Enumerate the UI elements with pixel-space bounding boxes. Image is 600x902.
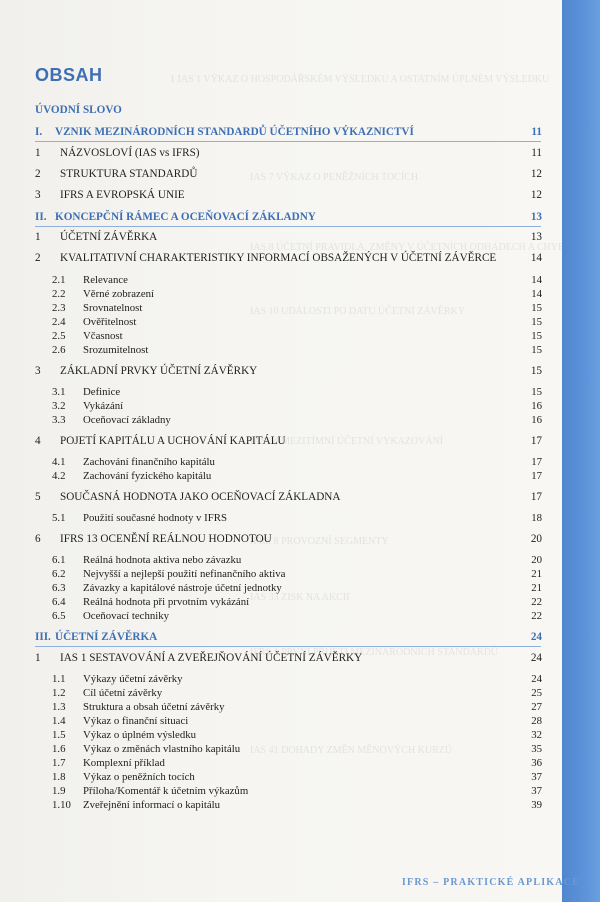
toc-entry-number: 3 [35, 189, 41, 201]
toc-entry-title: Srovnatelnost [83, 302, 143, 314]
toc-entry-number: III. [35, 631, 51, 643]
toc-entry-number: 3.1 [52, 386, 66, 398]
toc-entry-title: Reálná hodnota aktiva nebo závazku [83, 554, 242, 566]
toc-entry-title: Zveřejnění informací o kapitálu [83, 799, 221, 811]
toc-entry-title: IFRS 13 OCENĚNÍ REÁLNOU HODNOTOU [60, 533, 272, 545]
toc-entry-page: 22 [531, 610, 542, 622]
toc-entry-number: 2.2 [52, 288, 66, 300]
toc-entry-number: 3.3 [52, 414, 66, 426]
toc-entry-title: Vykázání [83, 400, 124, 412]
toc-entry-page: 27 [531, 701, 542, 713]
toc-entry-page: 37 [531, 785, 542, 797]
toc-entry-title: Výkazy účetní závěrky [83, 673, 183, 685]
toc-entry-title: Reálná hodnota při prvotním vykázání [83, 596, 250, 608]
toc-entry-page: 14 [531, 288, 542, 300]
toc-entry-page: 35 [531, 743, 542, 755]
toc-entry-page: 21 [531, 582, 542, 594]
toc-entry-number: 6.3 [52, 582, 66, 594]
toc-entry-number: 4 [35, 435, 41, 447]
toc-entry-title: Zachování fyzického kapitálu [83, 470, 212, 482]
toc-entry-number: 2.6 [52, 344, 66, 356]
toc-entry-title: Výkaz o peněžních tocích [83, 771, 195, 783]
toc-entry-title: ÚČETNÍ ZÁVĚRKA [60, 231, 158, 243]
toc-entry-title: KVALITATIVNÍ CHARAKTERISTIKY INFORMACÍ OBSAŽENÝCH V ÚČETNÍ ZÁVĚRCE [60, 252, 497, 264]
toc-entry [0, 531, 562, 547]
toc-entry-number: 6.5 [52, 610, 66, 622]
toc-entry-page: 12 [530, 168, 542, 180]
toc-entry-page: 28 [531, 715, 542, 727]
toc-entry-title: Definice [83, 386, 121, 398]
toc-entry-title: VZNIK MEZINÁRODNÍCH STANDARDŮ ÚČETNÍHO VÝKAZNICTVÍ [55, 126, 414, 138]
toc-entry [0, 187, 562, 203]
toc-entry-page: 24 [530, 631, 542, 643]
toc-entry-title: ÚČETNÍ ZÁVĚRKA [55, 631, 158, 643]
section-rule [35, 646, 541, 647]
toc-entry-title: ÚVODNÍ SLOVO [35, 104, 122, 116]
page-title: OBSAH [35, 65, 103, 85]
toc-entry [0, 102, 562, 118]
toc-entry-page: 16 [531, 414, 542, 426]
toc-entry-title: ZÁKLADNÍ PRVKY ÚČETNÍ ZÁVĚRKY [60, 365, 258, 377]
toc-entry-title: Srozumitelnost [83, 344, 149, 356]
toc-entry [0, 229, 562, 245]
toc-entry-number: II. [35, 211, 47, 223]
toc-entry-number: 2.5 [52, 330, 66, 342]
toc-entry-title: SOUČASNÁ HODNOTA JAKO OCEŇOVACÍ ZÁKLADNA [60, 491, 341, 503]
toc-entry-page: 15 [531, 386, 542, 398]
toc-entry-number: 1.2 [52, 687, 66, 699]
toc-entry-page: 12 [530, 189, 542, 201]
toc-entry [0, 209, 562, 225]
toc-entry-page: 39 [531, 799, 542, 811]
section-rule [35, 226, 541, 227]
toc-entry-title: Struktura a obsah účetní závěrky [83, 701, 225, 713]
toc-entry-page: 13 [530, 211, 542, 223]
toc-entry-title: Ověřitelnost [83, 316, 137, 328]
toc-entry-number: 1.3 [52, 701, 66, 713]
toc-entry-page: 17 [530, 491, 542, 503]
toc-entry-number: I. [35, 126, 43, 138]
toc-entry-page: 17 [531, 456, 542, 468]
toc-entry-page: 17 [530, 435, 542, 447]
toc-entry [0, 510, 562, 526]
toc-entry-page: 11 [531, 126, 542, 138]
toc-entry-number: 5.1 [52, 512, 66, 524]
toc-entry-number: 1 [35, 147, 41, 159]
toc-entry-title: IAS 1 SESTAVOVÁNÍ A ZVEŘEJŇOVÁNÍ ÚČETNÍ ZÁVĚRKY [60, 652, 363, 664]
toc-entry-title: Věrné zobrazení [83, 288, 155, 300]
toc-entry-title: Relevance [83, 274, 128, 286]
toc-entry [0, 650, 562, 666]
toc-entry-number: 2.1 [52, 274, 66, 286]
toc-entry [0, 412, 562, 428]
toc-entry [0, 433, 562, 449]
toc-entry-page: 15 [530, 365, 542, 377]
toc-entry-page: 14 [530, 252, 542, 264]
toc-entry [0, 629, 562, 645]
toc-entry [0, 489, 562, 505]
toc-entry-title: Nejvyšší a nejlepší použití nefinančního aktiva [83, 568, 286, 580]
toc-entry-title: Výkaz o finanční situaci [83, 715, 189, 727]
toc-entry-page: 20 [530, 533, 542, 545]
blue-edge-stripe [562, 0, 600, 902]
toc-entry-page: 15 [531, 302, 542, 314]
toc-entry-number: 2 [35, 168, 41, 180]
toc-entry [0, 145, 562, 161]
running-footer: IFRS – PRAKTICKÉ APLIKACE [401, 877, 580, 888]
toc-entry-number: 3 [35, 365, 41, 377]
toc-entry-page: 32 [531, 729, 542, 741]
toc-entry-title: Oceňovací základny [83, 414, 171, 426]
toc-entry-number: 2 [35, 252, 41, 264]
toc-entry-page: 18 [531, 512, 542, 524]
toc-entry-page: 15 [531, 316, 542, 328]
section-rule [35, 141, 541, 142]
toc-entry-number: 1.5 [52, 729, 66, 741]
toc-entry [0, 250, 562, 266]
toc-entry-number: 5 [35, 491, 41, 503]
toc-entry-number: 1 [35, 652, 41, 664]
toc-entry-title: Použití současné hodnoty v IFRS [83, 512, 227, 524]
toc-entry-page: 21 [531, 568, 542, 580]
toc-entry-page: 13 [530, 231, 542, 243]
toc-entry [0, 468, 562, 484]
toc-entry-page: 15 [531, 344, 542, 356]
toc-entry-number: 2.3 [52, 302, 66, 314]
toc-entry-number: 3.2 [52, 400, 66, 412]
toc-entry-number: 1.1 [52, 673, 66, 685]
toc-entry-title: Příloha/Komentář k účetním výkazům [83, 785, 249, 797]
toc-entry-page: 22 [531, 596, 542, 608]
toc-entry-number: 6 [35, 533, 41, 545]
toc-entry [0, 363, 562, 379]
toc-entry [0, 166, 562, 182]
toc-entry-page: 16 [531, 400, 542, 412]
toc-entry-title: Výkaz o změnách vlastního kapitálu [83, 743, 241, 755]
toc-entry [0, 342, 562, 358]
toc-entry-number: 1.9 [52, 785, 66, 797]
toc-entry-title: Závazky a kapitálové nástroje účetní jednotky [83, 582, 282, 594]
toc-entry-number: 4.1 [52, 456, 66, 468]
toc-entry-title: POJETÍ KAPITÁLU A UCHOVÁNÍ KAPITÁLU [60, 435, 286, 447]
toc-entry-page: 15 [531, 330, 542, 342]
toc-entry-title: Včasnost [83, 330, 123, 342]
toc-entry-number: 6.4 [52, 596, 66, 608]
toc-entry-title: KONCEPČNÍ RÁMEC A OCEŇOVACÍ ZÁKLADNY [55, 211, 316, 223]
toc-entry-number: 1.7 [52, 757, 66, 769]
toc-entry-page: 20 [531, 554, 542, 566]
toc-entry-title: Výkaz o úplném výsledku [83, 729, 197, 741]
toc-entry-number: 6.1 [52, 554, 66, 566]
toc-entry-title: STRUKTURA STANDARDŮ [60, 168, 198, 180]
toc-entry-number: 4.2 [52, 470, 66, 482]
toc-entry-page: 25 [531, 687, 542, 699]
toc-entry [0, 124, 562, 140]
toc-entry-number: 1 [35, 231, 41, 243]
toc-entry-page: 24 [531, 673, 542, 685]
toc-entry-number: 6.2 [52, 568, 66, 580]
toc-entry-page: 11 [531, 147, 542, 159]
toc-entry-title: Zachování finančního kapitálu [83, 456, 215, 468]
toc-entry-title: Komplexní příklad [83, 757, 165, 769]
toc-entry-number: 1.10 [52, 799, 71, 811]
toc-entry-title: Oceňovací techniky [83, 610, 170, 622]
toc-entry-page: 24 [530, 652, 542, 664]
toc-entry-title: NÁZVOSLOVÍ (IAS vs IFRS) [60, 147, 200, 159]
toc-entry-page: 14 [531, 274, 542, 286]
toc-entry-page: 37 [531, 771, 542, 783]
toc-entry-page: 17 [531, 470, 542, 482]
toc-entry-number: 1.4 [52, 715, 66, 727]
toc-entry-page: 36 [531, 757, 542, 769]
toc-entry-title: IFRS A EVROPSKÁ UNIE [60, 189, 185, 201]
toc-entry-number: 2.4 [52, 316, 66, 328]
toc-entry-number: 1.8 [52, 771, 66, 783]
toc-entry-number: 1.6 [52, 743, 66, 755]
toc-entry [0, 608, 562, 624]
toc-entry-title: Cíl účetní závěrky [83, 687, 163, 699]
toc-entry [0, 797, 562, 813]
